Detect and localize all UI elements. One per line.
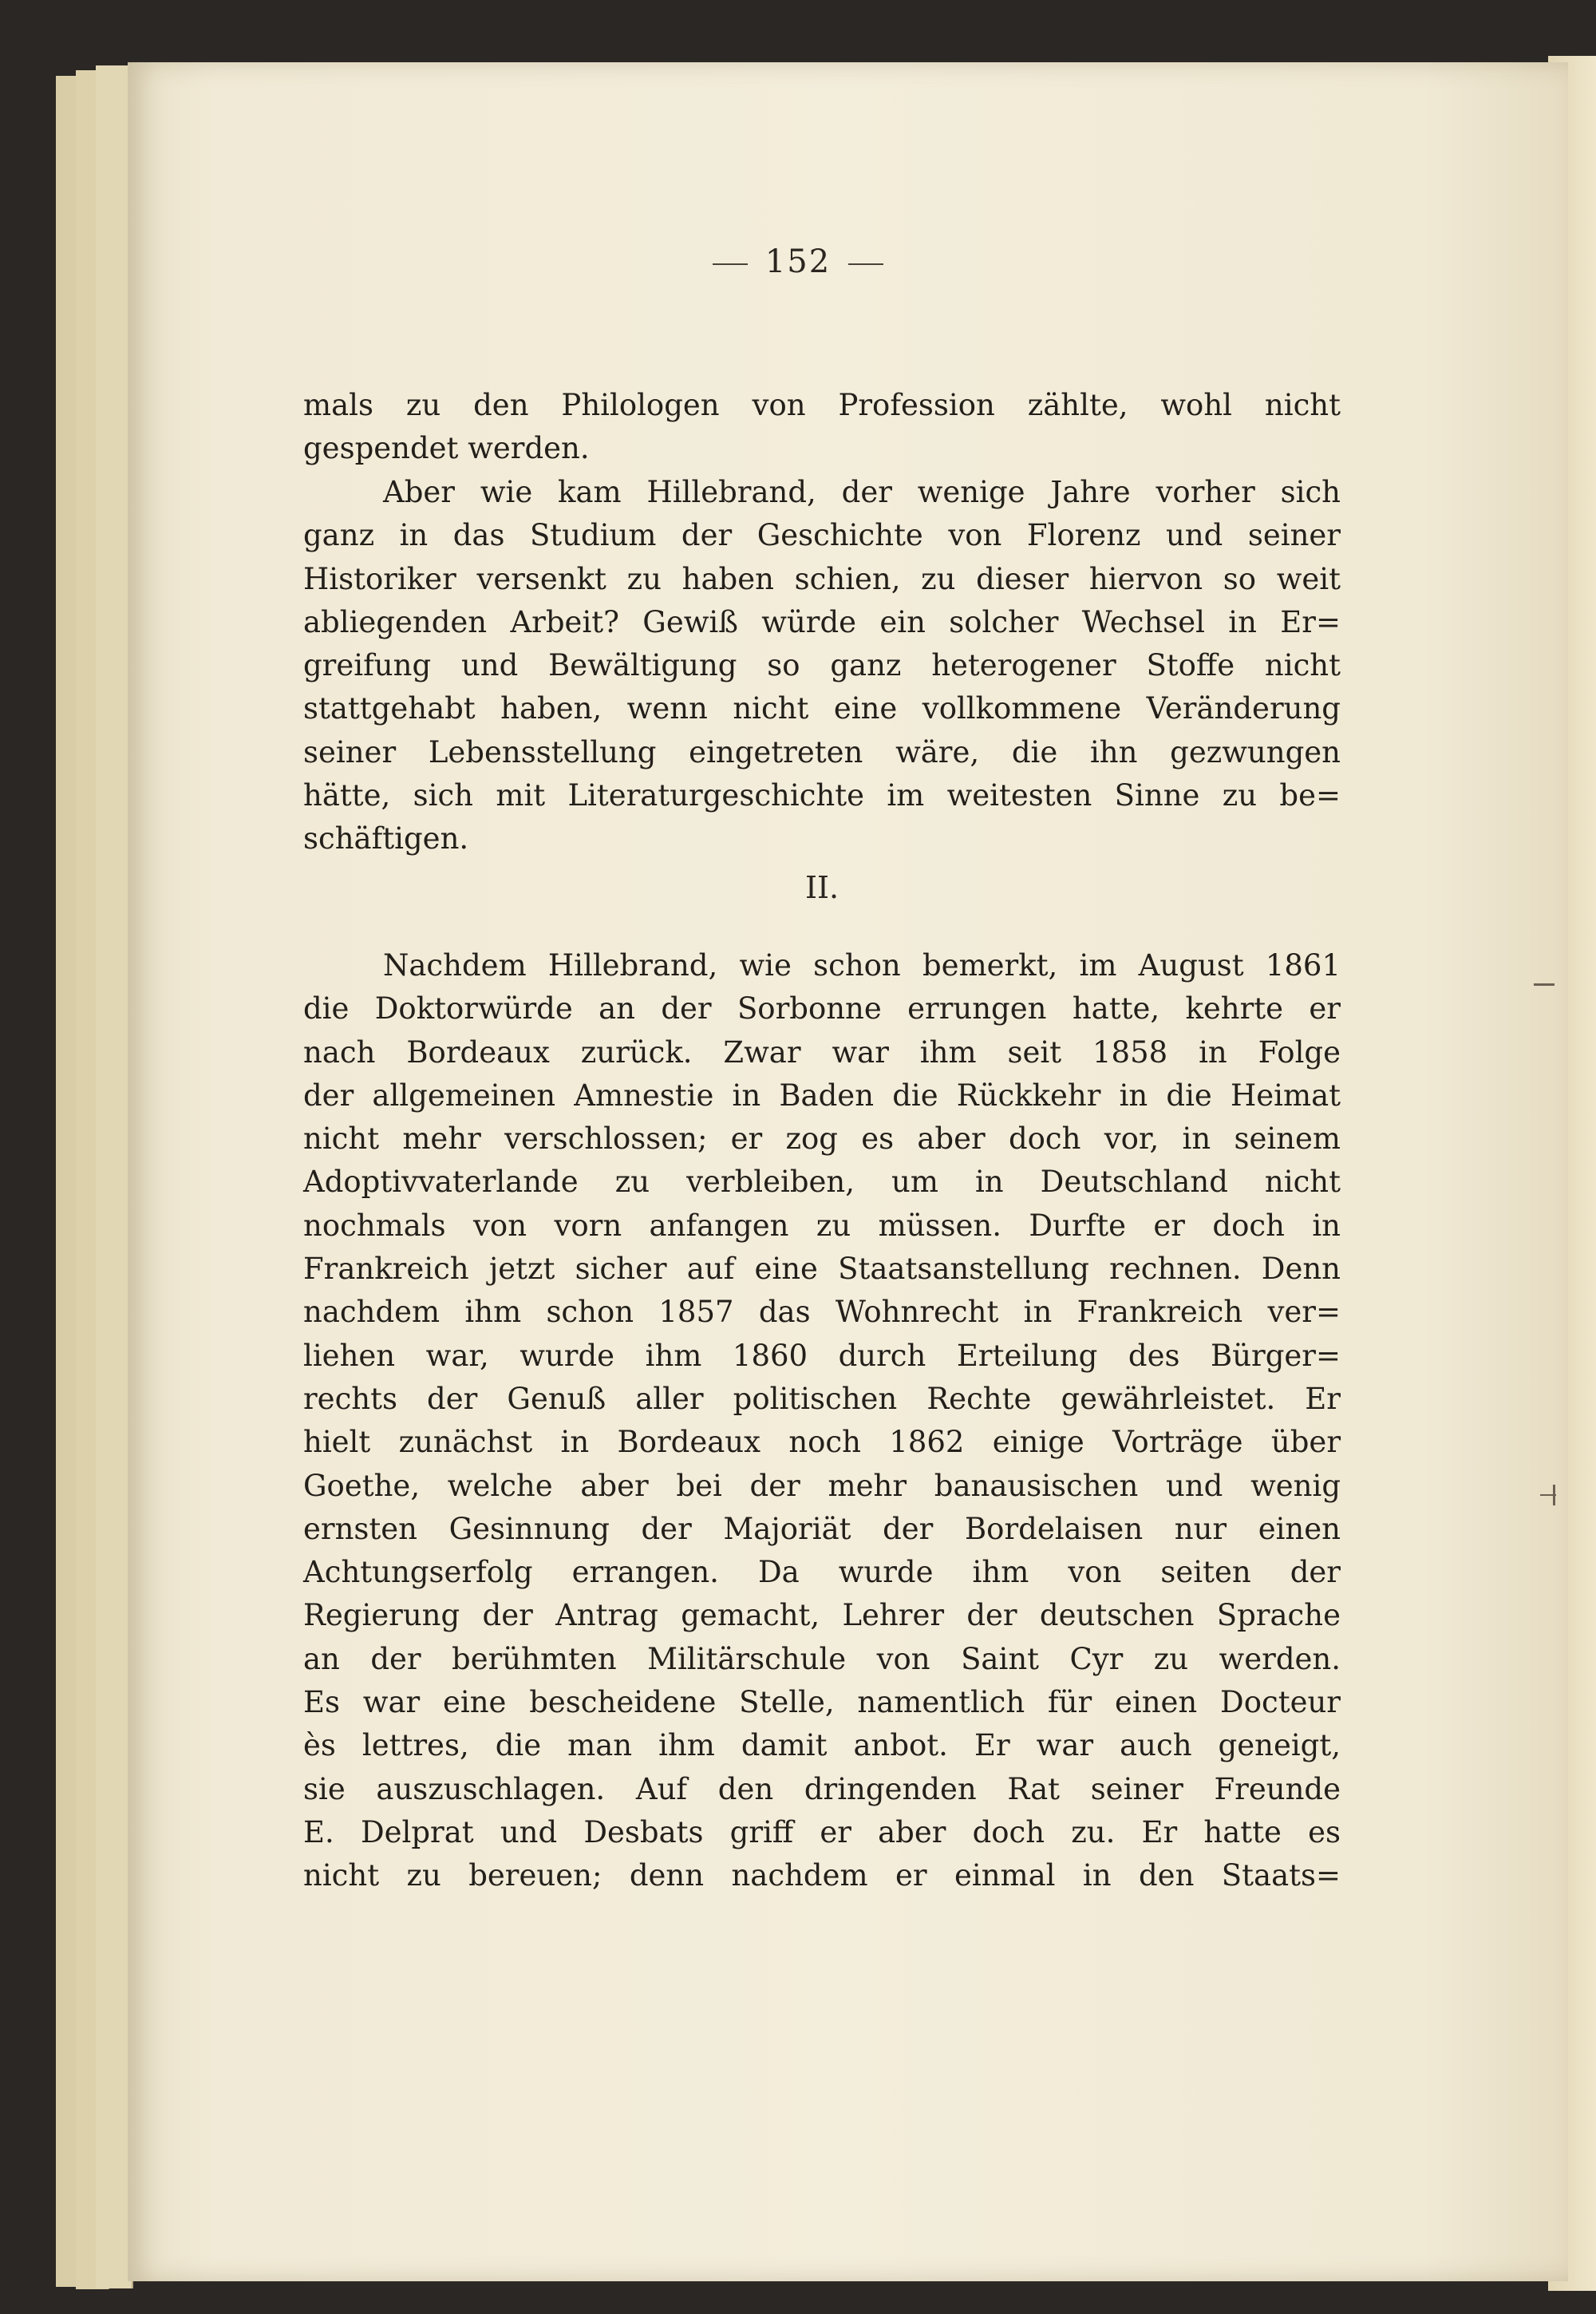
text-line: der allgemeinen Amnestie in Baden die Rückkehr in die Heimat bbox=[303, 1078, 1341, 1113]
text-line: stattgehabt haben, wenn nicht eine vollkommene Veränderung bbox=[303, 691, 1341, 726]
text-line: liehen war, wurde ihm 1860 durch Erteilung des Bürger= bbox=[303, 1338, 1341, 1373]
paragraph-continuation bbox=[303, 384, 1341, 471]
text-line: Es war eine bescheidene Stelle, namentlich für einen Docteur bbox=[303, 1685, 1341, 1720]
text-line: ernsten Gesinnung der Majoriät der Bordelaisen nur einen bbox=[303, 1511, 1341, 1546]
text-line: Frankreich jetzt sicher auf eine Staatsanstellung rechnen. Denn bbox=[303, 1252, 1341, 1287]
text-line: Achtungserfolg errangen. Da wurde ihm von seiten der bbox=[303, 1555, 1341, 1590]
text-line: ganz in das Studium der Geschichte von Florenz und seiner bbox=[303, 518, 1341, 553]
text-line: seiner Lebensstellung eingetreten wäre, die ihn gezwungen bbox=[303, 734, 1341, 769]
text-line: Historiker versenkt zu haben schien, zu dieser hiervon so weit bbox=[303, 561, 1341, 596]
text-line: hielt zunächst in Bordeaux noch 1862 einige Vorträge über bbox=[303, 1425, 1341, 1460]
margin-mark bbox=[1540, 1494, 1556, 1496]
text-line: schäftigen. bbox=[303, 821, 469, 856]
paragraph-hillebrand-question bbox=[303, 471, 1341, 861]
text-line: Nachdem Hillebrand, wie schon bemerkt, im August 1861 bbox=[383, 948, 1341, 983]
text-line: nochmals von vorn anfangen zu müssen. Durfte er doch in bbox=[303, 1208, 1341, 1243]
text-line: Regierung der Antrag gemacht, Lehrer der deutschen Sprache bbox=[303, 1598, 1341, 1633]
section-heading: II. bbox=[804, 870, 839, 905]
text-line: die Doktorwürde an der Sorbonne errungen hatte, kehrte er bbox=[303, 991, 1341, 1026]
text-line: Aber wie kam Hillebrand, der wenige Jahre vorher sich bbox=[383, 475, 1341, 509]
text-line: E. Delprat und Desbats griff er aber doch zu. Er hatte es bbox=[303, 1814, 1341, 1849]
text-line: nicht mehr verschlossen; er zog es aber doch vor, in seinem bbox=[303, 1121, 1341, 1157]
paragraph-section-two bbox=[303, 944, 1341, 1898]
text-line: greifung und Bewältigung so ganz heterogener Stoffe nicht bbox=[303, 648, 1341, 683]
text-line: gespendet werden. bbox=[303, 431, 590, 466]
header-dash-right bbox=[848, 263, 883, 265]
text-line: an der berühmten Militärschule von Saint Cyr zu werden. bbox=[303, 1641, 1341, 1676]
text-line: rechts der Genuß aller politischen Rechte gewährleistet. Er bbox=[303, 1381, 1341, 1416]
text-line: ès lettres, die man ihm damit anbot. Er war auch geneigt, bbox=[303, 1728, 1341, 1763]
page-header bbox=[0, 243, 1596, 280]
margin-mark bbox=[1534, 983, 1555, 986]
text-line: nach Bordeaux zurück. Zwar war ihm seit 1858 in Folge bbox=[303, 1034, 1341, 1070]
text-line: abliegenden Arbeit? Gewiß würde ein solcher Wechsel in Er= bbox=[303, 604, 1341, 639]
text-line: Goethe, welche aber bei der mehr banausischen und wenig bbox=[303, 1468, 1341, 1503]
header-dash-left bbox=[713, 263, 748, 265]
text-line: nicht zu bereuen; denn nachdem er einmal in den Staats= bbox=[303, 1858, 1341, 1893]
text-line: Adoptivvaterlande zu verbleiben, um in Deutschland nicht bbox=[303, 1165, 1341, 1200]
text-line: sie auszuschlagen. Auf den dringenden Rat seiner Freunde bbox=[303, 1771, 1341, 1806]
text-line: mals zu den Philologen von Profession zählte, wohl nicht bbox=[303, 388, 1341, 422]
text-line: hätte, sich mit Literaturgeschichte im weitesten Sinne zu be= bbox=[303, 778, 1341, 813]
text-line: nachdem ihm schon 1857 das Wohnrecht in Frankreich ver= bbox=[303, 1295, 1341, 1330]
page-number: 152 bbox=[764, 243, 832, 280]
